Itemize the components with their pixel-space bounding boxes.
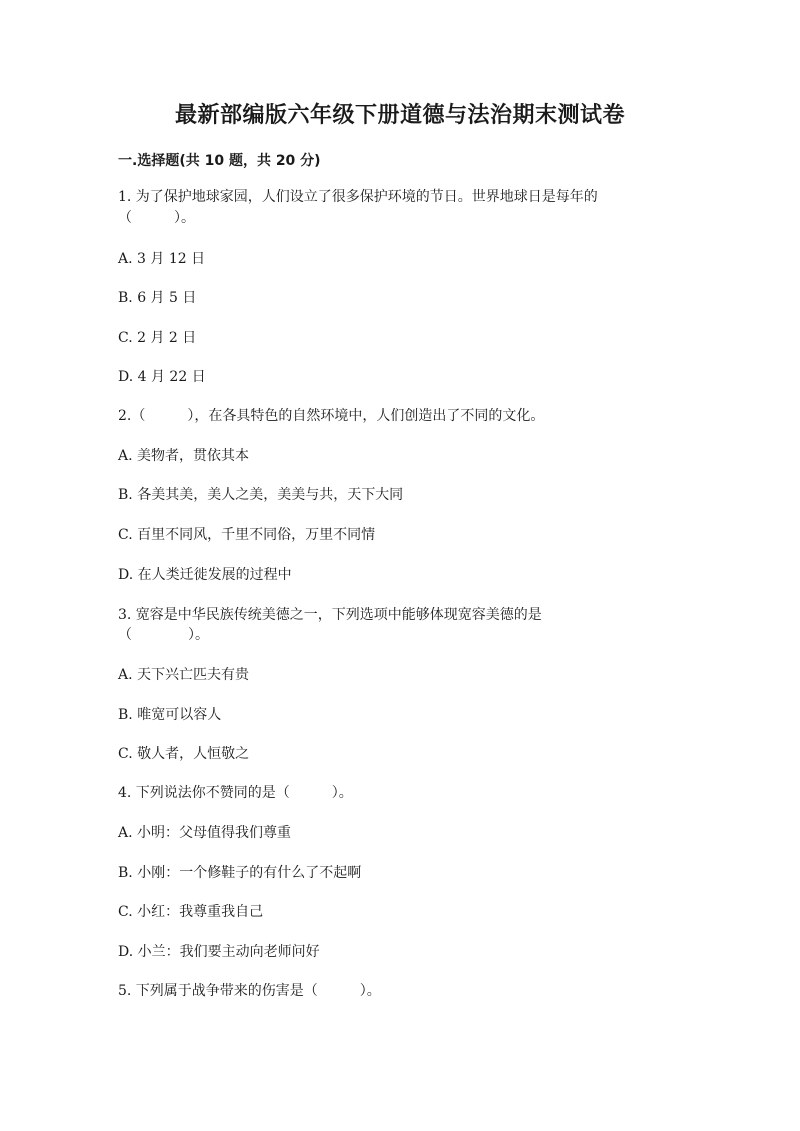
page-title: 最新部编版六年级下册道德与法治期末测试卷 xyxy=(174,103,625,128)
question-2-option-c: C. 百里不同风，千里不同俗，万里不同情 xyxy=(118,527,376,543)
question-3-option-a: A. 天下兴亡匹夫有贵 xyxy=(118,667,250,683)
question-1-option-a: A. 3 月 12 日 xyxy=(118,251,206,267)
question-4-option-b: B. 小刚：一个修鞋子的有什么了不起啊 xyxy=(118,865,362,881)
question-4-option-c: C. 小红：我尊重我自己 xyxy=(118,904,264,920)
question-1-stem-continued: （ ）。 xyxy=(118,210,195,226)
question-4-option-d: D. 小兰：我们要主动向老师问好 xyxy=(118,944,320,960)
section-title: 一.选择题(共 10 题，共 20 分) xyxy=(118,153,321,169)
question-2-option-a: A. 美物者，贯依其本 xyxy=(118,448,250,464)
question-2-stem: 2.（ ），在各具特色的自然环境中，人们创造出了不同的文化。 xyxy=(118,408,545,424)
question-3-stem-continued: （ ）。 xyxy=(118,627,209,643)
question-3-stem: 3. 宽容是中华民族传统美德之一，下列选项中能够体现宽容美德的是 xyxy=(118,607,542,623)
question-1-stem: 1. 为了保护地球家园，人们设立了很多保护环境的节日。世界地球日是每年的 xyxy=(118,189,598,205)
question-3-option-b: B. 唯宽可以容人 xyxy=(118,707,222,723)
question-1-option-b: B. 6 月 5 日 xyxy=(118,290,197,306)
question-3-option-c: C. 敬人者，人恒敬之 xyxy=(118,746,250,762)
question-5-stem: 5. 下列属于战争带来的伤害是（ ）。 xyxy=(118,983,381,999)
question-1-option-c: C. 2 月 2 日 xyxy=(118,330,197,346)
question-2-option-b: B. 各美其美，美人之美，美美与共，天下大同 xyxy=(118,487,404,503)
question-4-option-a: A. 小明：父母值得我们尊重 xyxy=(118,825,292,841)
question-4-stem: 4. 下列说法你不赞同的是（ ）。 xyxy=(118,785,353,801)
question-1-option-d: D. 4 月 22 日 xyxy=(118,369,206,385)
question-2-option-d: D. 在人类迁徙发展的过程中 xyxy=(118,567,292,583)
